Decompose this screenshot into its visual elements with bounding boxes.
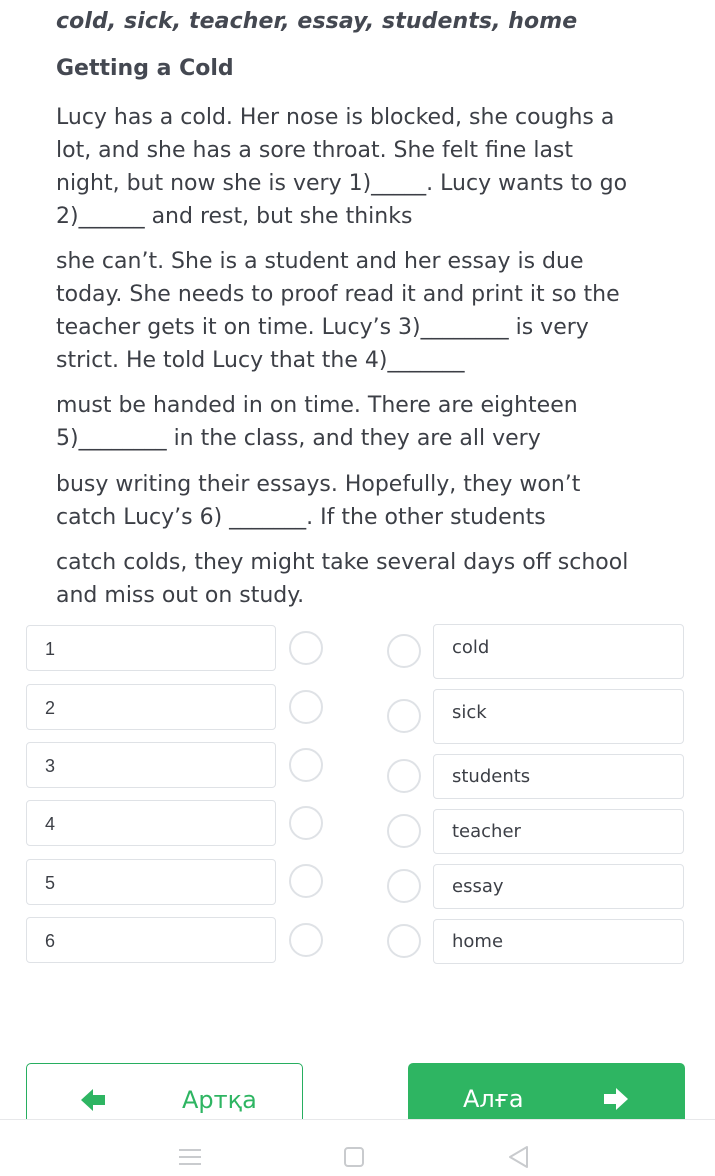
back-button-label: Артқа [182,1086,257,1114]
exercise-title: Getting a Cold [56,56,234,81]
next-button-label: Алға [463,1085,524,1113]
match-right-sick[interactable] [433,689,684,744]
left-connector-2[interactable] [289,690,323,724]
right-connector-essay[interactable] [387,869,421,903]
right-connector-teacher[interactable] [387,814,421,848]
answer-label: students [452,766,531,787]
match-right-teacher[interactable] [433,809,684,854]
text-line: catch Lucy’s 6) _______. If the other students [56,505,546,530]
answer-label: essay [452,876,504,897]
match-left-4[interactable]: 4 [26,800,276,846]
match-right-students[interactable] [433,754,684,799]
paragraph-2 [56,245,696,377]
text-line: lot, and she has a sore throat. She felt fine last [56,138,574,163]
text-line: 5)________ in the class, and they are all very [56,426,541,451]
paragraph-1 [56,101,696,233]
match-left-5[interactable]: 5 [26,859,276,905]
right-connector-students[interactable] [387,759,421,793]
text-line: she can’t. She is a student and her essay is due [56,249,584,274]
home-square-icon[interactable] [343,1146,365,1168]
left-connector-5[interactable] [289,864,323,898]
match-left-1[interactable]: 1 [26,625,276,671]
answer-label: cold [452,637,490,658]
match-left-2[interactable]: 2 [26,684,276,730]
right-connector-cold[interactable] [387,634,421,668]
menu-icon[interactable] [178,1147,202,1167]
text-line: must be handed in on time. There are eighteen [56,393,578,418]
text-line: today. She needs to proof read it and print it so the [56,282,620,307]
text-line: catch colds, they might take several days off school [56,550,629,575]
answer-label: sick [452,702,487,723]
left-connector-3[interactable] [289,748,323,782]
back-triangle-icon[interactable] [507,1145,529,1169]
left-connector-1[interactable] [289,631,323,665]
paragraph-3 [56,389,696,455]
text-line: teacher gets it on time. Lucy’s 3)________ is very [56,315,589,340]
left-connector-4[interactable] [289,806,323,840]
paragraph-5 [56,546,696,612]
match-right-essay[interactable] [433,864,684,909]
match-left-6[interactable]: 6 [26,917,276,963]
answer-label: teacher [452,821,521,842]
text-line: busy writing their essays. Hopefully, they won’t [56,472,581,497]
word-bank: cold, sick, teacher, essay, students, home [56,9,578,34]
text-line: Lucy has a cold. Her nose is blocked, she coughs a [56,105,615,130]
arrow-right-icon [602,1081,630,1117]
text-line: and miss out on study. [56,583,305,608]
match-right-cold[interactable] [433,624,684,679]
right-connector-home[interactable] [387,924,421,958]
arrow-left-icon [79,1082,107,1118]
match-right-home[interactable] [433,919,684,964]
left-connector-6[interactable] [289,923,323,957]
right-connector-sick[interactable] [387,699,421,733]
paragraph-4 [56,468,696,534]
text-line: strict. He told Lucy that the 4)_______ [56,348,465,373]
match-left-3[interactable]: 3 [26,742,276,788]
answer-label: home [452,931,504,952]
text-line: night, but now she is very 1)_____. Lucy wants to go [56,171,628,196]
text-line: 2)______ and rest, but she thinks [56,204,413,229]
system-nav-bar [0,1119,715,1176]
